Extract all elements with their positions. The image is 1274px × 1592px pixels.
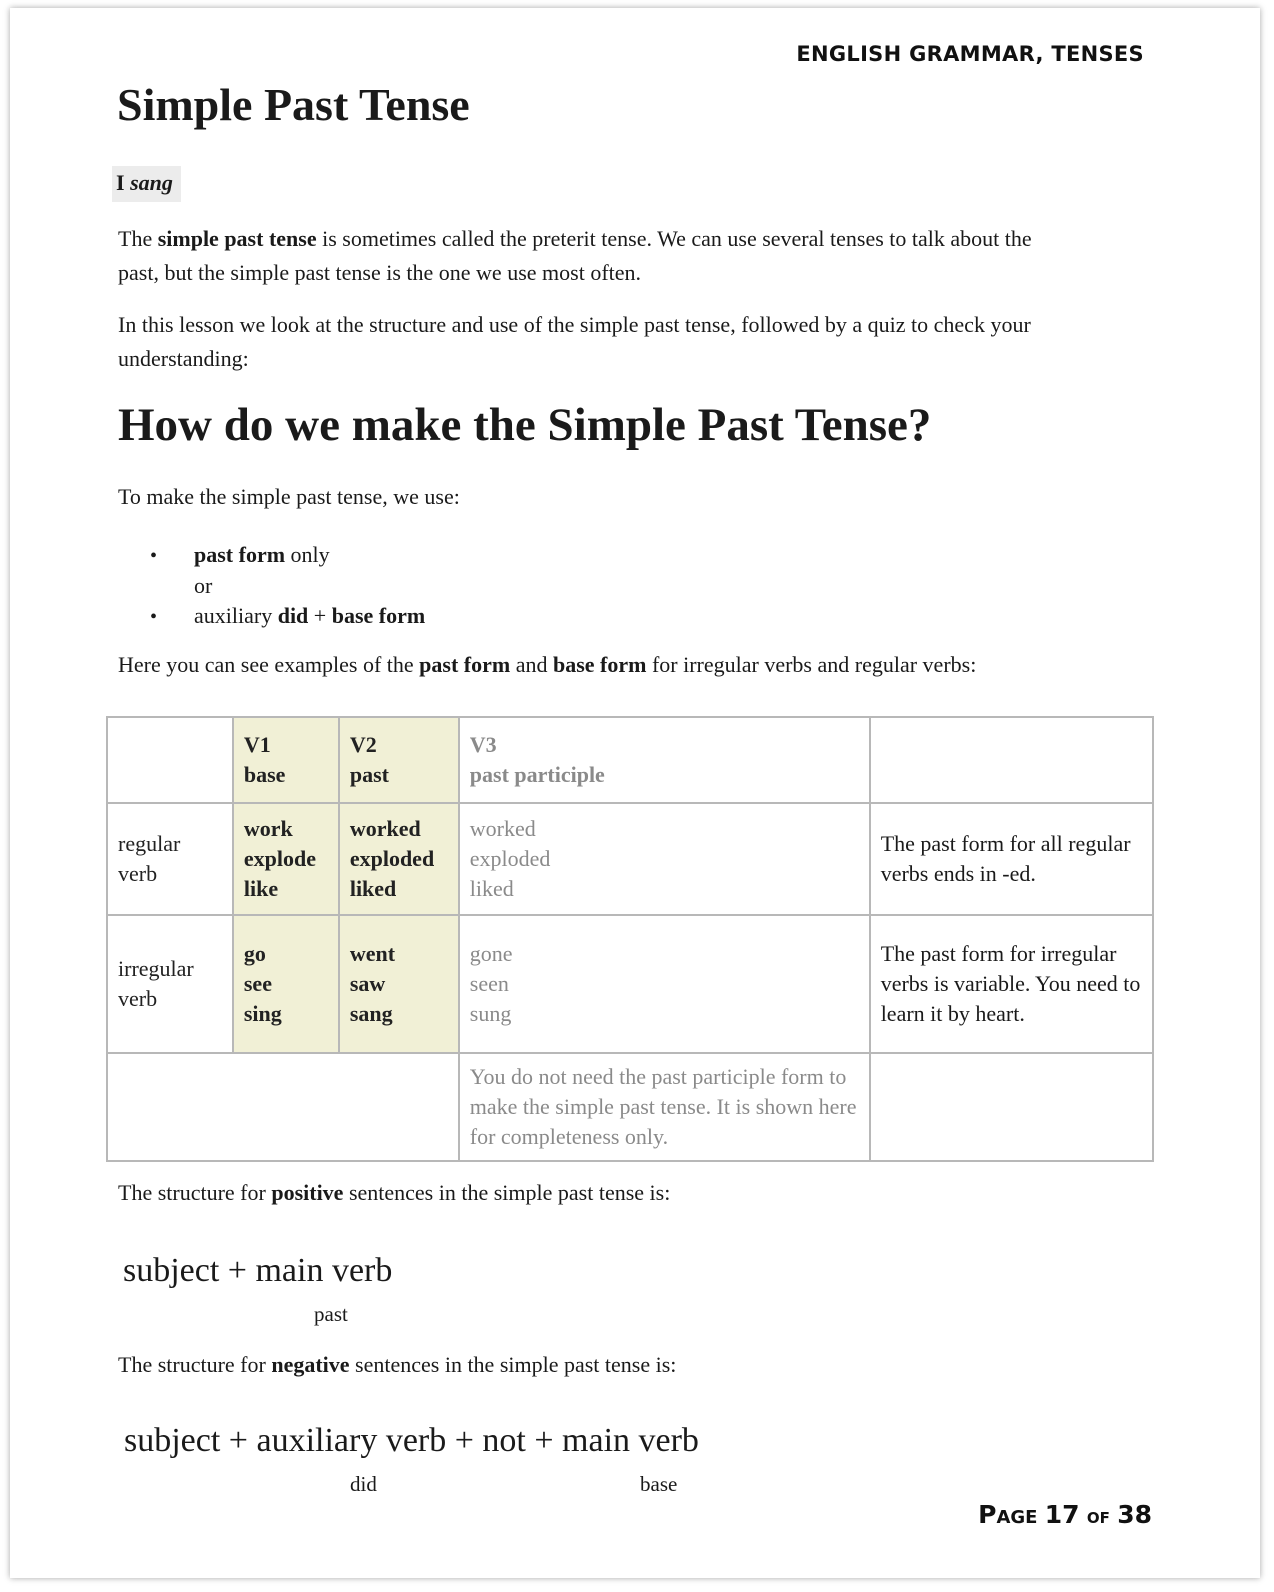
examples-bold: past form [419,652,511,677]
verb-form: saw [349,971,386,996]
header-v1-label: V1 [243,732,271,757]
verb-form: explode [243,846,316,871]
running-header: ENGLISH GRAMMAR, TENSES [796,42,1144,66]
example-verb: sang [130,170,173,195]
verb-form: worked [469,816,536,841]
examples-text: for irregular verbs and regular verbs: [646,652,977,677]
row-label-irregular: irregular verb [107,915,233,1053]
intro-bold-term: simple past tense [157,226,317,251]
table-row-irregular [107,915,1153,1053]
negative-text: sentences in the simple past tense is: [349,1352,677,1377]
regular-note: The past form for all regular verbs ends in -ed. [870,803,1153,915]
section-heading: How do we make the Simple Past Tense? [118,399,932,451]
intro-text-rest: is sometimes called the preterit tense. We can use several tenses to talk about the past, but the simple past tense is the one we use most often. [118,226,1032,285]
verb-form: liked [349,876,397,901]
negative-formula: subject + auxiliary verb + not + main verb [124,1422,699,1459]
verb-form: sing [243,1001,282,1026]
negative-sub-base: base [640,1472,678,1496]
header-v3 [459,717,870,803]
bullet-bold: base form [331,603,426,628]
page-title: Simple Past Tense [117,79,470,130]
examples-intro [118,648,1118,682]
or-connector: or [194,573,213,598]
irregular-v3-cell [459,915,870,1053]
verb-form: went [349,941,396,966]
bullet-icon: • [150,545,158,567]
table-cell-empty [107,717,233,803]
regular-v3-cell [459,803,870,915]
irregular-v2-cell [339,915,459,1053]
verb-form: sang [349,1001,393,1026]
verb-form: work [243,816,293,841]
table-row-regular [107,803,1153,915]
negative-intro [118,1348,1078,1382]
footer-page-num: 17 [1044,1500,1080,1529]
footer-of-word: of [1086,1504,1110,1528]
regular-v1-cell [233,803,339,915]
header-v3-label: V3 [469,732,497,757]
verb-form: seen [469,971,509,996]
header-v2-label: V2 [349,732,377,757]
positive-sub-past: past [314,1302,348,1326]
verb-form: worked [349,816,421,841]
examples-text: and [510,652,553,677]
positive-intro [118,1176,1078,1210]
intro-text: The [118,226,158,251]
bullet-text: only [285,542,330,567]
header-v2 [339,717,459,803]
verb-form: liked [469,876,514,901]
bullet-icon: • [150,606,158,628]
positive-text: The structure for [118,1180,272,1205]
verb-form: sung [469,1001,512,1026]
header-v1-sub: base [243,762,286,787]
irregular-v1-cell [233,915,339,1053]
list-item [150,601,425,632]
regular-v2-cell [339,803,459,915]
table-header-row [107,717,1153,803]
page-number [978,1500,1152,1529]
table-cell-empty [870,717,1153,803]
negative-text: The structure for [118,1352,272,1377]
header-v2-sub: past [349,762,389,787]
verb-forms-table [106,716,1154,1162]
bullet-text: + [308,603,332,628]
header-v1 [233,717,339,803]
verb-form: exploded [469,846,551,871]
list-item [150,540,425,571]
examples-bold: base form [552,652,647,677]
table-cell-empty [870,1053,1153,1161]
verb-form: go [243,941,266,966]
examples-text: Here you can see examples of the [118,652,420,677]
verb-form: see [243,971,272,996]
footer-total: 38 [1117,1500,1152,1529]
participle-footnote: You do not need the past participle form to make the simple past tense. It is shown here for completeness only. [459,1053,870,1161]
irregular-note: The past form for irregular verbs is variable. You need to learn it by heart. [870,915,1153,1053]
verb-form: like [243,876,279,901]
bullet-text: auxiliary [194,603,278,628]
positive-formula: subject + main verb [123,1252,393,1289]
bullet-bold: past form [194,542,286,567]
header-v3-sub: past participle [469,762,605,787]
example-sentence [112,166,181,202]
positive-text: sentences in the simple past tense is: [343,1180,671,1205]
row-label-regular: regular verb [107,803,233,915]
intro-paragraph-2: In this lesson we look at the structure and use of the simple past tense, followed by a quiz to check your understanding: [118,312,1031,371]
make-intro: To make the simple past tense, we use: [118,484,460,509]
table-cell-empty [107,1053,459,1161]
bullet-bold: did [277,603,309,628]
verb-form: gone [469,941,513,966]
intro-paragraph-1 [118,222,1078,290]
footer-page-word: Page [978,1500,1038,1529]
negative-bold: negative [271,1352,350,1377]
table-row-footnote [107,1053,1153,1161]
example-pronoun: I [116,170,125,195]
verb-form: exploded [349,846,435,871]
bullet-list [150,540,425,632]
positive-bold: positive [271,1180,344,1205]
negative-sub-did: did [350,1472,377,1496]
